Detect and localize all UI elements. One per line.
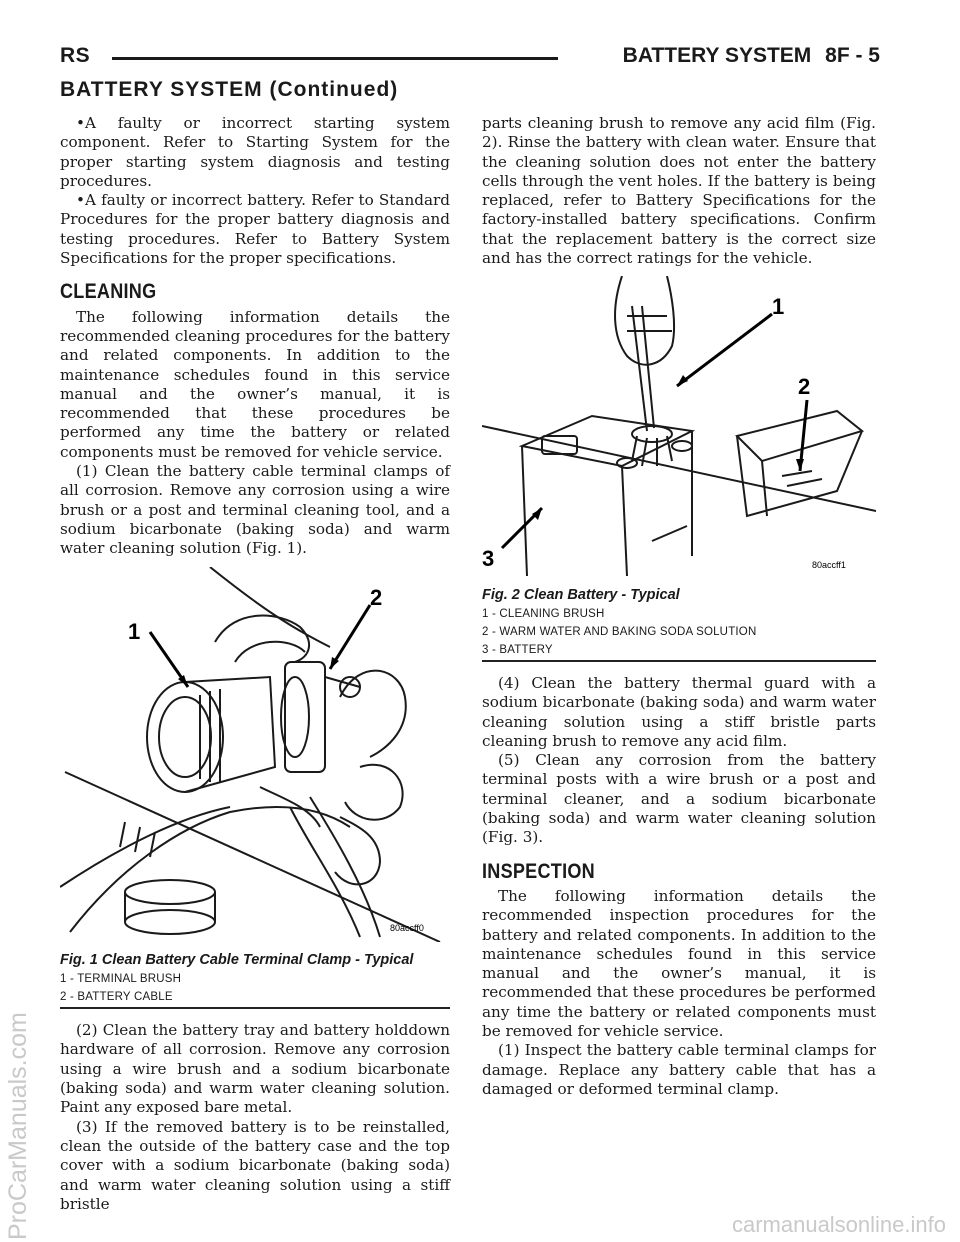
heading-inspection: INSPECTION <box>482 859 595 883</box>
header-right <box>615 44 880 68</box>
bullet-item <box>60 114 450 191</box>
bullet-marker: • <box>76 114 85 132</box>
legend-item: 2 - WARM WATER AND BAKING SODA SOLUTION <box>482 625 757 638</box>
figure-2 <box>482 276 876 662</box>
figure-1-legend <box>60 970 450 1007</box>
bullet-item <box>60 191 450 268</box>
bullet-text: A faulty or incorrect battery. Refer to Standard Procedures for the proper battery diagnosis and testing procedures. Refer to Battery System Specifications for the proper specifications. <box>60 191 450 268</box>
figure-2-callout-3: 3 <box>482 546 495 572</box>
legend-item: 2 - BATTERY CABLE <box>60 991 173 1004</box>
legend-item: 3 - BATTERY <box>482 643 553 656</box>
right-column <box>482 114 876 1099</box>
figure-1-callout-1: 1 <box>128 618 141 644</box>
page-header <box>60 44 880 74</box>
cleaning-intro: The following information details the recommended cleaning procedures for the battery and related components. In addition to the maintenance schedules found in this service manual and the owner’s manual, it is recommended that these procedures be performed any time the battery or related components must be removed for vehicle service. <box>60 307 450 461</box>
heading-cleaning: CLEANING <box>60 280 157 304</box>
figure-1-code: 80accff0 <box>390 922 424 933</box>
cleaning-step-3: (3) If the removed battery is to be reinstalled, clean the outside of the battery case and the top cover with a sodium bicarbonate (baking soda) and warm water cleaning solution using a stiff bristle <box>60 1117 450 1213</box>
legend-item: 1 - CLEANING BRUSH <box>482 607 605 620</box>
bullet-marker: • <box>76 191 85 210</box>
bottom-watermark: carmanualsonline.info <box>731 1212 946 1237</box>
figure-1 <box>60 567 450 1010</box>
header-section-title: BATTERY SYSTEM <box>622 44 812 67</box>
cleaning-step-1: (1) Clean the battery cable terminal clamps of all corrosion. Remove any corrosion using a wire brush or a post and terminal cleaning tool, and a sodium bicarbonate (baking soda) and warm water cleaning solution (Fig. 1). <box>60 462 450 558</box>
cleaning-step-2: (2) Clean the battery tray and battery holddown hardware of all corrosion. Remove any corrosion using a wire brush and a sodium bicarbonate (baking soda) and warm water cleaning solution. Paint any exposed bare metal. <box>60 1021 450 1117</box>
bullet-text: A faulty or incorrect starting system component. Refer to Starting System for the proper starting system diagnosis and testing procedures. <box>60 114 450 190</box>
left-column <box>60 114 450 1214</box>
header-rule <box>112 57 558 60</box>
figure-2-callout-1: 1 <box>772 294 785 320</box>
figure-1-caption: Fig. 1 Clean Battery Cable Terminal Clamp - Typical <box>60 951 414 968</box>
header-page-number: 8F - 5 <box>825 44 880 67</box>
figure-2-caption: Fig. 2 Clean Battery - Typical <box>482 586 680 603</box>
inspection-intro: The following information details the recommended inspection procedures for the battery and related components. In addition to the maintenance schedules found in this service manual and the owner’s manual, it is recommended that these procedures be performed any time the battery or related components must be removed for vehicle service. <box>482 886 876 1041</box>
figure-2-code: 80accff1 <box>812 560 846 571</box>
figure-2-legend <box>482 605 876 660</box>
figure-1-callout-2: 2 <box>370 584 383 610</box>
figure-1-illustration <box>60 567 450 942</box>
legend-item: 1 - TERMINAL BRUSH <box>60 973 182 986</box>
cleaning-step-3-continued: parts cleaning brush to remove any acid film (Fig. 2). Rinse the battery with clean water. Ensure that the cleaning solution does not enter the battery cells through the vent holes. If the battery is being replaced, refer to Battery Specifications for the factory-installed battery specifications. Confirm that the replacement battery is the correct size and has the correct ratings for the vehicle. <box>482 114 876 268</box>
cleaning-step-5: (5) Clean any corrosion from the battery terminal posts with a wire brush or a post and terminal cleaner, and a sodium bicarbonate (baking soda) and warm water cleaning solution (Fig. 3). <box>482 751 876 847</box>
continued-title: BATTERY SYSTEM (Continued) <box>60 78 399 101</box>
header-manual-code: RS <box>60 44 91 67</box>
figure-2-callout-2: 2 <box>798 374 811 400</box>
side-watermark: ProCarManuals.com <box>4 1012 32 1240</box>
inspection-step-1: (1) Inspect the battery cable terminal clamps for damage. Replace any battery cable that has a damaged or deformed terminal clamp. <box>482 1041 876 1098</box>
cleaning-step-4: (4) Clean the battery thermal guard with a sodium bicarbonate (baking soda) and warm water cleaning solution using a stiff bristle parts cleaning brush to remove any acid film. <box>482 673 876 750</box>
figure-2-illustration <box>482 276 876 576</box>
